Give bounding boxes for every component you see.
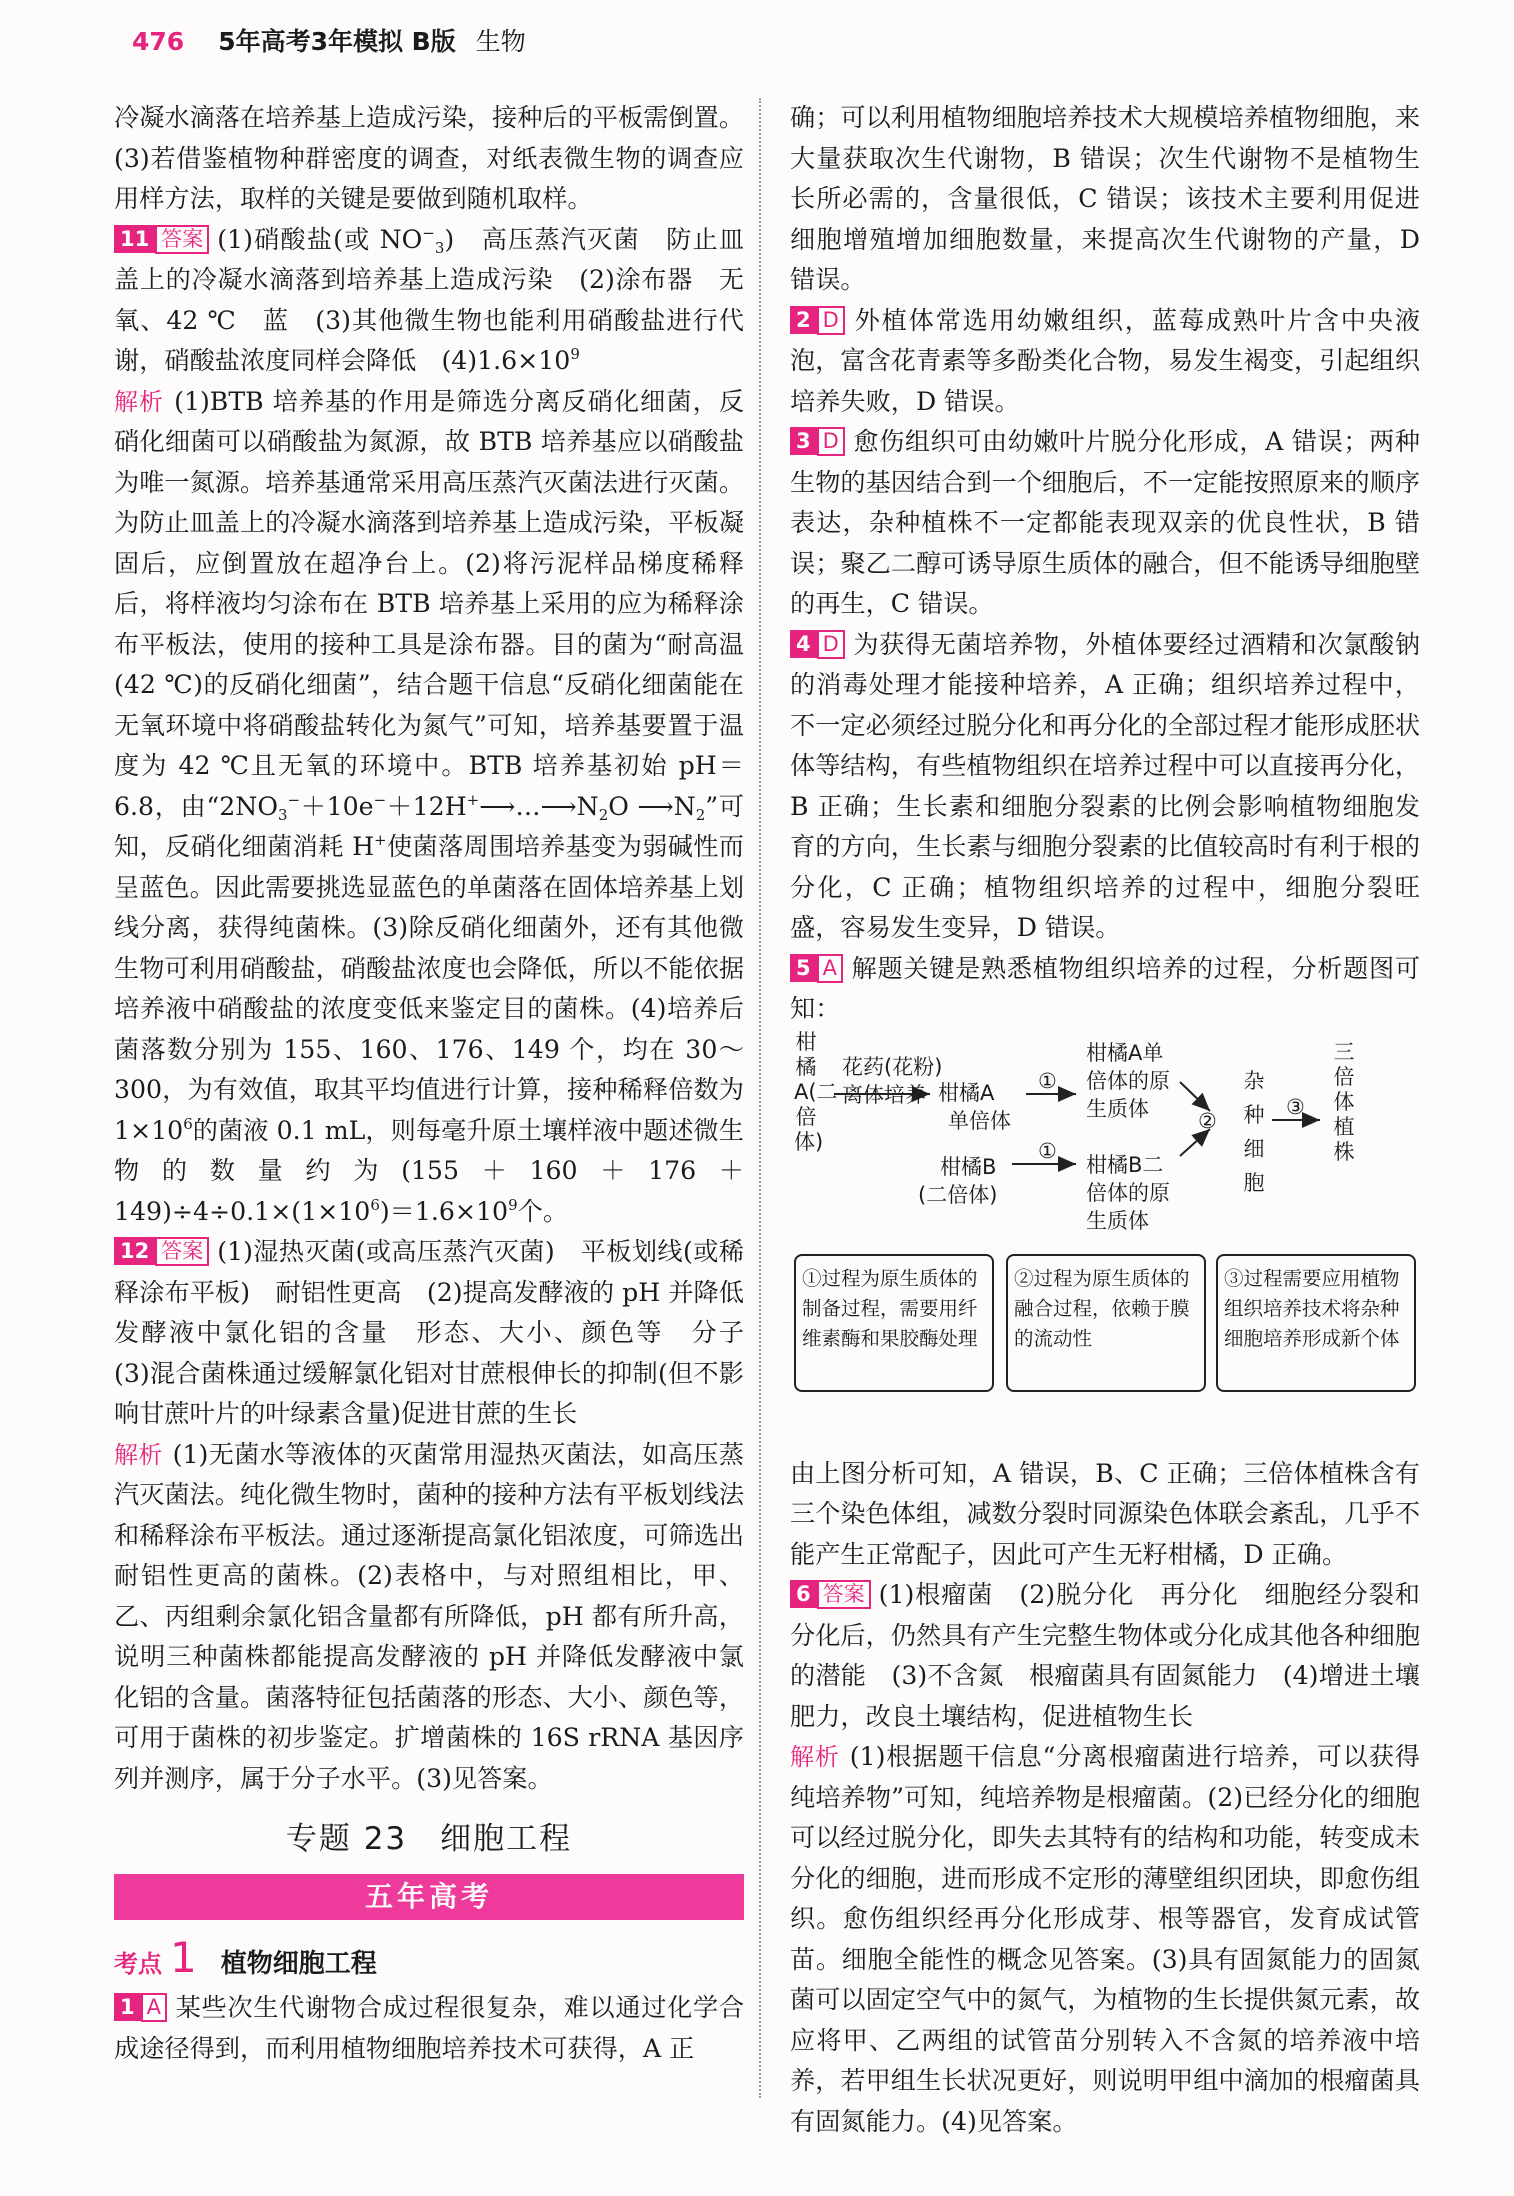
answer-badge: 5 A bbox=[790, 954, 843, 983]
column-divider bbox=[759, 98, 761, 2098]
right-column bbox=[790, 98, 1420, 2142]
question-2: 2 D 外植体常选用幼嫩组织，蓝莓成熟叶片含中央液泡，富含花青素等多酚类化合物，易发生褐变，引起组织培养失败，D 错误。 bbox=[790, 305, 1420, 416]
note-box-3: ③过程需要应用植物组织培养技术将杂种细胞培养形成新个体 bbox=[1216, 1254, 1416, 1392]
topic-heading: 考点 1 植物细胞工程 bbox=[114, 1932, 377, 1982]
question-3: 3 D 愈伤组织可由幼嫩叶片脱分化形成，A 错误；两种生物的基因结合到一个细胞后，不一定能按照原来的顺序表达，杂种植株不一定都能表现双亲的优良性状，B 错误；聚乙二醇可诱导原生质体的融合，但不能诱导细胞壁的再生，C 错误。 bbox=[790, 427, 1420, 618]
note-box-1: ①过程为原生质体的制备过程，需要用纤维素酶和果胶酶处理 bbox=[794, 1254, 994, 1392]
arrow-fuse-a bbox=[1180, 1082, 1210, 1111]
answer-badge: 6 答案 bbox=[790, 1580, 871, 1609]
question-11-answer: 11 答案 (1)硝酸盐(或 $NO^-_3$) 高压蒸汽灭菌 防止皿盖上的冷凝水滴落到培养基上造成污染 (2)涂布器 无氧、42 ℃ 蓝 (3)其他微生物也能利用硝酸盐进行代谢，硝酸盐浓度同样会降低 $(4)1.6\times 10^9$ bbox=[114, 223, 745, 375]
citrus-b-label-1: 柑橘B bbox=[940, 1154, 997, 1179]
question-5-conclusion: 由上图分析可知，A 错误，B、C 正确；三倍体植株含有三个染色体组，减数分裂时同源染色体联会紊乱，几乎不能产生正常配子，因此可产生无籽柑橘，D 正确。 bbox=[790, 1458, 1420, 1569]
protoplast-a-1: 柑橘A单 bbox=[1086, 1040, 1164, 1065]
haploid-a-label-2: 单倍体 bbox=[948, 1108, 1011, 1133]
chapter-title: 专题 23 细胞工程 bbox=[285, 1821, 573, 1857]
protoplast-b-1: 柑橘B二 bbox=[1086, 1152, 1164, 1177]
protoplast-b-2: 倍体的原 bbox=[1086, 1180, 1170, 1205]
section-banner: 五年高考 bbox=[114, 1874, 744, 1920]
hybrid-cell-label: 杂种细胞 bbox=[1243, 1068, 1265, 1195]
answer-badge: 4 D bbox=[790, 630, 845, 659]
step-1-b: ① bbox=[1038, 1138, 1057, 1163]
answer-badge: 2 D bbox=[790, 306, 845, 335]
answer-badge: 11 答案 bbox=[114, 225, 209, 254]
question-6-answer: 6 答案 (1)根瘤菌 (2)脱分化 再分化 细胞经分裂和分化后，仍然具有产生完整生物体或分化成其他各种细胞的潜能 (3)不含氮 根瘤菌具有固氮能力 (4)增进土壤肥力，改良土壤结构，促进植物生长 bbox=[790, 1580, 1420, 1731]
answer-badge: 12 答案 bbox=[114, 1237, 209, 1266]
paragraph-continued: 冷凝水滴落在培养基上造成污染，接种后的平板需倒置。(3)若借鉴植物种群密度的调查，对纸表微生物的调查应用样方法，取样的关键是要做到随机取样。 bbox=[114, 103, 744, 213]
book-title: 5年高考3年模拟 B版 bbox=[218, 27, 456, 56]
step-2: ② bbox=[1198, 1108, 1217, 1133]
question-11-analysis: 解析 (1)BTB 培养基的作用是筛选分离反硝化细菌，反硝化细菌可以硝酸盐为氮源，故 BTB 培养基应以硝酸盐为唯一氮源。培养基通常采用高压蒸汽灭菌法进行灭菌。为防止皿盖上的冷凝水滴落到培养基上造成污染，平板凝固后，应倒置放在超净台上。(2)将污泥样品梯度稀释后，将样液均匀涂布在 BTB 培养基上采用的应为稀释涂布平板法，使用的接种工具是涂布器。目的菌为“耐高温(42 ℃)的反硝化细菌”，结合题干信息“反硝化细菌能在无氧环境中将硝酸盐转化为氮气”可知，培养基要置于温度为 42 ℃且无氧的环境中。BTB 培养基初始 pH＝6.8，由“$2NO_3^-+10e^-+12H^+⟶\dots⟶N_2O$ $⟶N_2$”可知，反硝化细菌消耗 H+使菌落周围培养基变为弱碱性而呈蓝色。因此需要挑选显蓝色的单菌落在固体培养基上划线分离，获得纯菌株。(3)除反硝化细菌外，还有其他微生物可利用硝酸盐，硝酸盐浓度也会降低，所以不能依据培养液中硝酸盐的浓度变低来鉴定目的菌株。(4)培养后菌落数分别为 155、160、176、149 个，均在 30～300，为有效值，取其平均值进行计算，接种稀释倍数为 $1\times 10^6$的菌液 0.1 mL，则每毫升原土壤样液中题述微生物的数量约为$(155+160+176+149)\div 4\div 0.1\times(1\times 10^6)=1.6\times 10^9$个。 bbox=[114, 386, 745, 1226]
protoplast-a-2: 倍体的原 bbox=[1086, 1068, 1170, 1093]
analysis-label: 解析 bbox=[790, 1743, 840, 1771]
question-12-analysis: 解析 (1)无菌水等液体的灭菌常用湿热灭菌法，如高压蒸汽灭菌法。纯化微生物时，菌种的接种方法有平板划线法和稀释涂布平板法。通过逐渐提高氯化铝浓度，可筛选出耐铝性更高的菌株。(2)表格中，与对照组相比，甲、乙、丙组剩余氯化铝含量都有所降低，pH 都有所升高，说明三种菌株都能提高发酵液的 pH 并降低发酵液中氯化铝的含量。菌落特征包括菌落的形态、大小、颜色等，可用于菌株的初步鉴定。扩增菌株的 16S rRNA 基因序列并测序，属于分子水平。(3)见答案。 bbox=[114, 1439, 745, 1793]
anther-label: 花药(花粉) bbox=[842, 1054, 943, 1079]
protoplast-a-3: 生质体 bbox=[1086, 1096, 1149, 1121]
page-header bbox=[132, 22, 526, 62]
question-4: 4 D 为获得无菌培养物，外植体要经过酒精和次氯酸钠的消毒处理才能接种培养，A 正确；组织培养过程中，不一定必须经过脱分化和再分化的全部过程才能形成胚状体等结构，有些植物组织在培养过程中可以直接再分化，B 正确；生长素和细胞分裂素的比例会影响植物细胞发育的方向，生长素与细胞分裂素的比值较高时有利于根的分化，C 正确；植物组织培养的过程中，细胞分裂旺盛，容易发生变异，D 错误。 bbox=[790, 629, 1420, 942]
question-6-analysis: 解析 (1)根据题干信息“分离根瘤菌进行培养，可以获得纯培养物”可知，纯培养物是根瘤菌。(2)已经分化的细胞可以经过脱分化，即失去其特有的结构和功能，转变成未分化的细胞，进而形成不定形的薄壁组织团块，即愈伤组织。愈伤组织经再分化形成芽、根等器官，发育成试管苗。细胞全能性的概念见答案。(3)具有固氮能力的固氮菌可以固定空气中的氮气，为植物的生长提供氮元素，故应将甲、乙两组的试管苗分别转入不含氮的培养液中培养，若甲组生长状况更好，则说明甲组中滴加的根瘤菌具有固氮能力。(4)见答案。 bbox=[790, 1742, 1420, 2136]
citrus-a-label: 柑橘A(二倍体) bbox=[794, 1029, 838, 1154]
protoplast-b-3: 生质体 bbox=[1086, 1208, 1149, 1233]
question-1: 1 A 某些次生代谢物合成过程很复杂，难以通过化学合成途径得到，而利用植物细胞培养技术可获得，A 正 bbox=[114, 1993, 744, 2063]
book-subject: 生物 bbox=[475, 27, 526, 56]
answer-badge: 3 D bbox=[790, 427, 845, 456]
answer-badge: 1 A bbox=[114, 1993, 167, 2022]
step-3: ③ bbox=[1286, 1094, 1305, 1119]
citrus-b-label-2: (二倍体) bbox=[918, 1182, 998, 1207]
note-box-2: ②过程为原生质体的融合过程，依赖于膜的流动性 bbox=[1006, 1254, 1206, 1392]
haploid-a-label-1: 柑橘A bbox=[938, 1080, 995, 1105]
triploid-plant-label: 三倍体植株 bbox=[1333, 1039, 1355, 1164]
left-column bbox=[114, 98, 770, 2069]
step-1-a: ① bbox=[1038, 1068, 1057, 1093]
citrus-culture-diagram bbox=[790, 1029, 1420, 1446]
analysis-label: 解析 bbox=[114, 1440, 163, 1469]
analysis-label: 解析 bbox=[114, 387, 165, 416]
question-5: 5 A 解题关键是熟悉植物组织培养的过程，分析题图可知： bbox=[790, 953, 1420, 1023]
question-1-continued: 确；可以利用植物细胞培养技术大规模培养植物细胞，来大量获取次生代谢物，B 错误；次生代谢物不是植物生长所必需的，含量很低，C 错误；该技术主要利用促进细胞增殖增加细胞数量，来提高次生代谢物的产量，D 错误。 bbox=[790, 103, 1420, 294]
question-12-answer: 12 答案 (1)湿热灭菌(或高压蒸汽灭菌) 平板划线(或稀释涂布平板) 耐铝性更高 (2)提高发酵液的 pH 并降低发酵液中氯化铝的含量 形态、大小、颜色等 分子 (3)混合菌株通过缓解氯化铝对甘蔗根伸长的抑制(但不影响甘蔗叶片的叶绿素含量)促进甘蔗的生长 bbox=[114, 1237, 770, 1428]
culture-label: 离体培养 bbox=[842, 1082, 926, 1107]
page-number: 476 bbox=[132, 27, 185, 56]
